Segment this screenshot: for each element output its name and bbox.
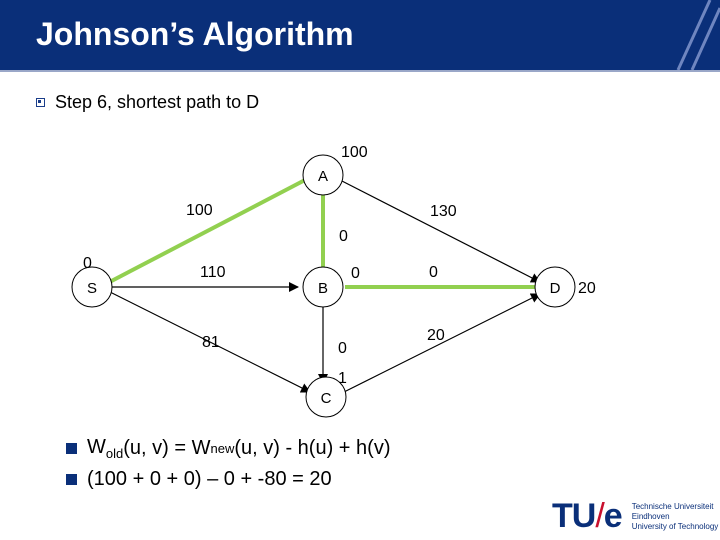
weight-c-d: 20: [427, 327, 445, 344]
tue-logo: [552, 497, 718, 536]
formula-computation-text: (100 + 0 + 0) – 0 + -80 = 20: [87, 468, 332, 490]
weight-s-a: 100: [186, 202, 213, 219]
square-bullet-icon: [66, 474, 77, 485]
node-d-label: D: [549, 280, 561, 297]
square-bullet-icon: [66, 443, 77, 454]
formula-w-old: $W_{old}$: [87, 436, 124, 461]
potential-a: 100: [341, 144, 368, 161]
tue-logo-text: Technische Universiteit Eindhoven University of Technology: [631, 501, 719, 531]
potential-c: 1: [338, 370, 347, 387]
node-c-label: C: [320, 390, 332, 407]
node-s: [72, 267, 112, 307]
node-b-label: B: [317, 280, 329, 297]
formula-sub-new: new: [210, 441, 235, 456]
node-a-label: A: [317, 168, 329, 185]
weight-s-b: 110: [200, 264, 226, 281]
node-s-label: S: [86, 280, 98, 297]
formula-rest: (u, v) - h(u) + h(v): [234, 437, 391, 459]
weight-s-c: 81: [202, 334, 220, 351]
node-a: [303, 155, 343, 195]
node-d: [535, 267, 575, 307]
potential-d: 20: [578, 280, 596, 297]
weight-a-d: 130: [430, 203, 457, 220]
weight-a-b: 0: [339, 228, 348, 245]
step-text: Step 6, shortest path to D: [55, 92, 260, 112]
edge-a-d: [340, 180, 540, 282]
slide-title: Johnson’s Algorithm: [36, 16, 354, 52]
weight-b-c: 0: [338, 340, 347, 357]
weight-b-d: 0: [429, 264, 438, 281]
tue-logo-mark: TU/e: [552, 497, 622, 535]
formula-mid: (u, v) = W: [123, 437, 211, 459]
formula-reweight: [66, 436, 390, 461]
potential-b: 0: [351, 265, 360, 282]
potential-s: 0: [83, 255, 92, 272]
formula-computation: [66, 468, 332, 491]
node-b: [303, 267, 343, 307]
